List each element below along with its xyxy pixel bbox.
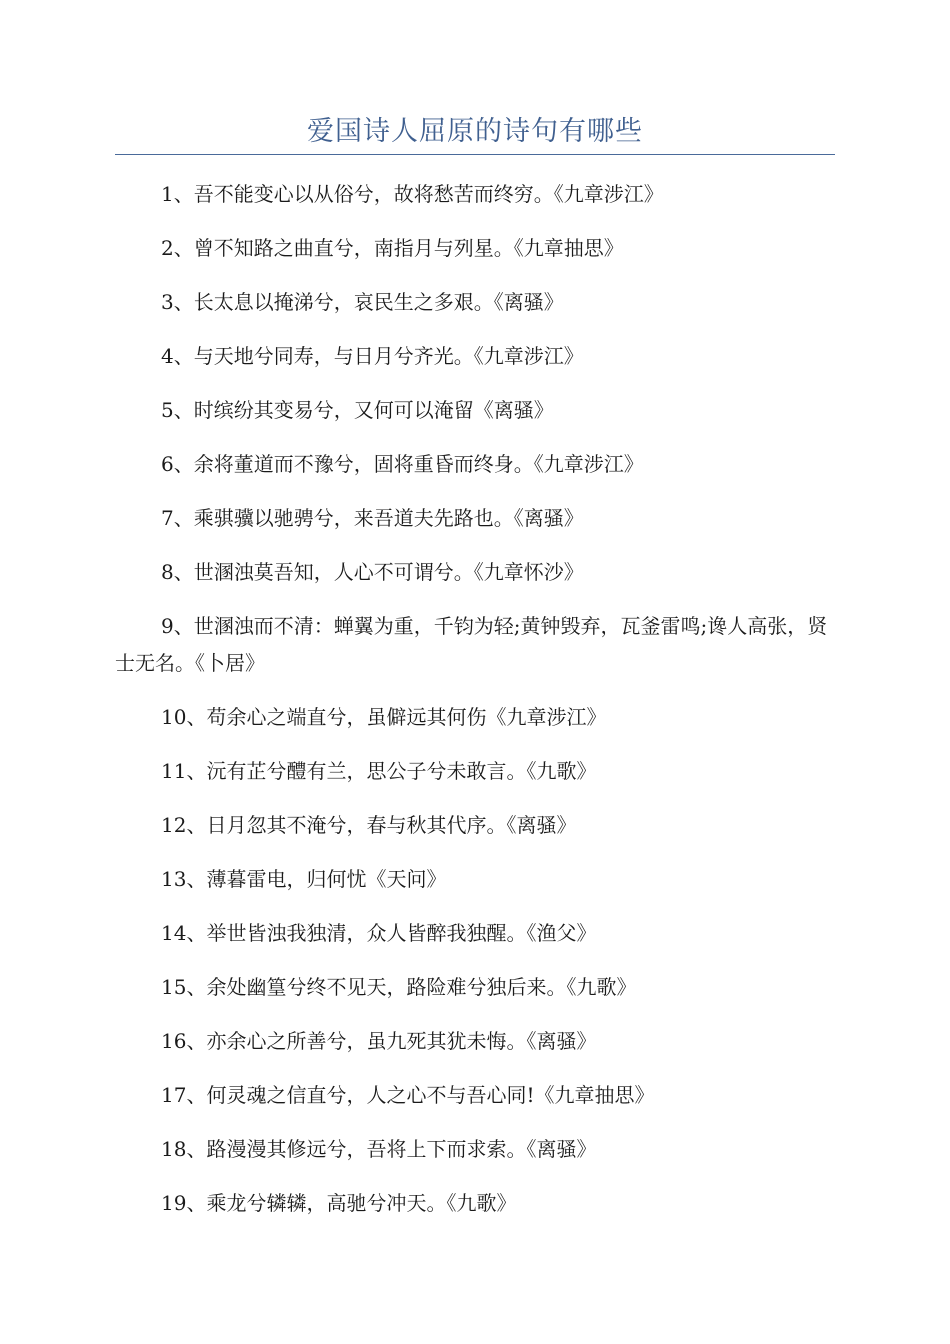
quote-list bbox=[115, 176, 835, 1239]
list-item: 14、举世皆浊我独清，众人皆醉我独醒。《渔父》 bbox=[161, 921, 597, 945]
list-item: 17、何灵魂之信直兮，人之心不与吾心同!《九章抽思》 bbox=[161, 1083, 655, 1107]
item-text: 亦余心之所善兮，虽九死其犹未悔。《离骚》 bbox=[206, 1029, 597, 1053]
item-text: 吾不能变心以从俗兮，故将愁苦而终穷。《九章涉江》 bbox=[193, 182, 664, 206]
item-number: 1 bbox=[161, 182, 174, 206]
item-text: 长太息以掩涕兮，哀民生之多艰。《离骚》 bbox=[193, 290, 564, 314]
item-text: 何灵魂之信直兮，人之心不与吾心同!《九章抽思》 bbox=[206, 1083, 655, 1107]
list-item: 16、亦余心之所善兮，虽九死其犹未悔。《离骚》 bbox=[161, 1029, 597, 1053]
item-number: 13 bbox=[161, 867, 187, 891]
list-item: 11、沅有芷兮醴有兰，思公子兮未敢言。《九歌》 bbox=[161, 759, 597, 783]
list-item: 5、时缤纷其变易兮，又何可以淹留《离骚》 bbox=[161, 398, 554, 422]
item-number: 4 bbox=[161, 344, 174, 368]
list-item: 1、吾不能变心以从俗兮，故将愁苦而终穷。《九章涉江》 bbox=[161, 182, 664, 206]
list-item: 6、余将董道而不豫兮，固将重昏而终身。《九章涉江》 bbox=[161, 452, 644, 476]
item-number: 18 bbox=[161, 1137, 187, 1161]
item-number: 19 bbox=[161, 1191, 187, 1215]
item-text: 苟余心之端直兮，虽僻远其何伤《九章涉江》 bbox=[206, 705, 607, 729]
list-item: 9、世溷浊而不清：蝉翼为重，千钧为轻;黄钟毁弃，瓦釜雷鸣;谗人高张，贤士无名。《卜居》 bbox=[115, 614, 828, 675]
item-text: 余处幽篁兮终不见天，路险难兮独后来。《九歌》 bbox=[206, 975, 637, 999]
item-text: 沅有芷兮醴有兰，思公子兮未敢言。《九歌》 bbox=[206, 759, 597, 783]
item-number: 16 bbox=[161, 1029, 187, 1053]
item-number: 12 bbox=[161, 813, 187, 837]
list-item: 2、曾不知路之曲直兮，南指月与列星。《九章抽思》 bbox=[161, 236, 624, 260]
item-number: 9 bbox=[161, 614, 174, 638]
item-number: 2 bbox=[161, 236, 174, 260]
item-number: 15 bbox=[161, 975, 187, 999]
list-item: 18、路漫漫其修远兮，吾将上下而求索。《离骚》 bbox=[161, 1137, 597, 1161]
item-number: 10 bbox=[161, 705, 187, 729]
list-item: 15、余处幽篁兮终不见天，路险难兮独后来。《九歌》 bbox=[161, 975, 637, 999]
item-number: 11 bbox=[161, 759, 187, 783]
list-item: 3、长太息以掩涕兮，哀民生之多艰。《离骚》 bbox=[161, 290, 564, 314]
item-number: 8 bbox=[161, 560, 174, 584]
item-text: 曾不知路之曲直兮，南指月与列星。《九章抽思》 bbox=[193, 236, 624, 260]
item-text: 乘骐骥以驰骋兮，来吾道夫先路也。《离骚》 bbox=[193, 506, 584, 530]
item-text: 余将董道而不豫兮，固将重昏而终身。《九章涉江》 bbox=[193, 452, 644, 476]
item-text: 世溷浊莫吾知，人心不可谓兮。《九章怀沙》 bbox=[193, 560, 584, 584]
item-number: 17 bbox=[161, 1083, 187, 1107]
list-item: 10、苟余心之端直兮，虽僻远其何伤《九章涉江》 bbox=[161, 705, 607, 729]
item-text: 路漫漫其修远兮，吾将上下而求索。《离骚》 bbox=[206, 1137, 597, 1161]
item-text: 与天地兮同寿，与日月兮齐光。《九章涉江》 bbox=[193, 344, 584, 368]
list-item: 7、乘骐骥以驰骋兮，来吾道夫先路也。《离骚》 bbox=[161, 506, 584, 530]
item-number: 14 bbox=[161, 921, 187, 945]
item-text: 时缤纷其变易兮，又何可以淹留《离骚》 bbox=[193, 398, 554, 422]
item-text: 乘龙兮辚辚，高驰兮冲天。《九歌》 bbox=[206, 1191, 517, 1215]
list-item: 19、乘龙兮辚辚，高驰兮冲天。《九歌》 bbox=[161, 1191, 517, 1215]
item-text: 日月忽其不淹兮，春与秋其代序。《离骚》 bbox=[206, 813, 577, 837]
item-number: 6 bbox=[161, 452, 174, 476]
item-number: 3 bbox=[161, 290, 174, 314]
title-underline bbox=[115, 154, 835, 155]
item-number: 7 bbox=[161, 506, 174, 530]
item-number: 5 bbox=[161, 398, 174, 422]
list-item: 12、日月忽其不淹兮，春与秋其代序。《离骚》 bbox=[161, 813, 577, 837]
document-title: 爱国诗人屈原的诗句有哪些 bbox=[307, 116, 643, 147]
item-text: 举世皆浊我独清，众人皆醉我独醒。《渔父》 bbox=[206, 921, 597, 945]
list-item: 4、与天地兮同寿，与日月兮齐光。《九章涉江》 bbox=[161, 344, 584, 368]
list-item: 8、世溷浊莫吾知，人心不可谓兮。《九章怀沙》 bbox=[161, 560, 584, 584]
item-text: 薄暮雷电，归何忧《天问》 bbox=[206, 867, 447, 891]
list-item: 13、薄暮雷电，归何忧《天问》 bbox=[161, 867, 447, 891]
item-text: 世溷浊而不清：蝉翼为重，千钧为轻;黄钟毁弃，瓦釜雷鸣;谗人高张，贤士无名。《卜居》 bbox=[115, 614, 828, 675]
